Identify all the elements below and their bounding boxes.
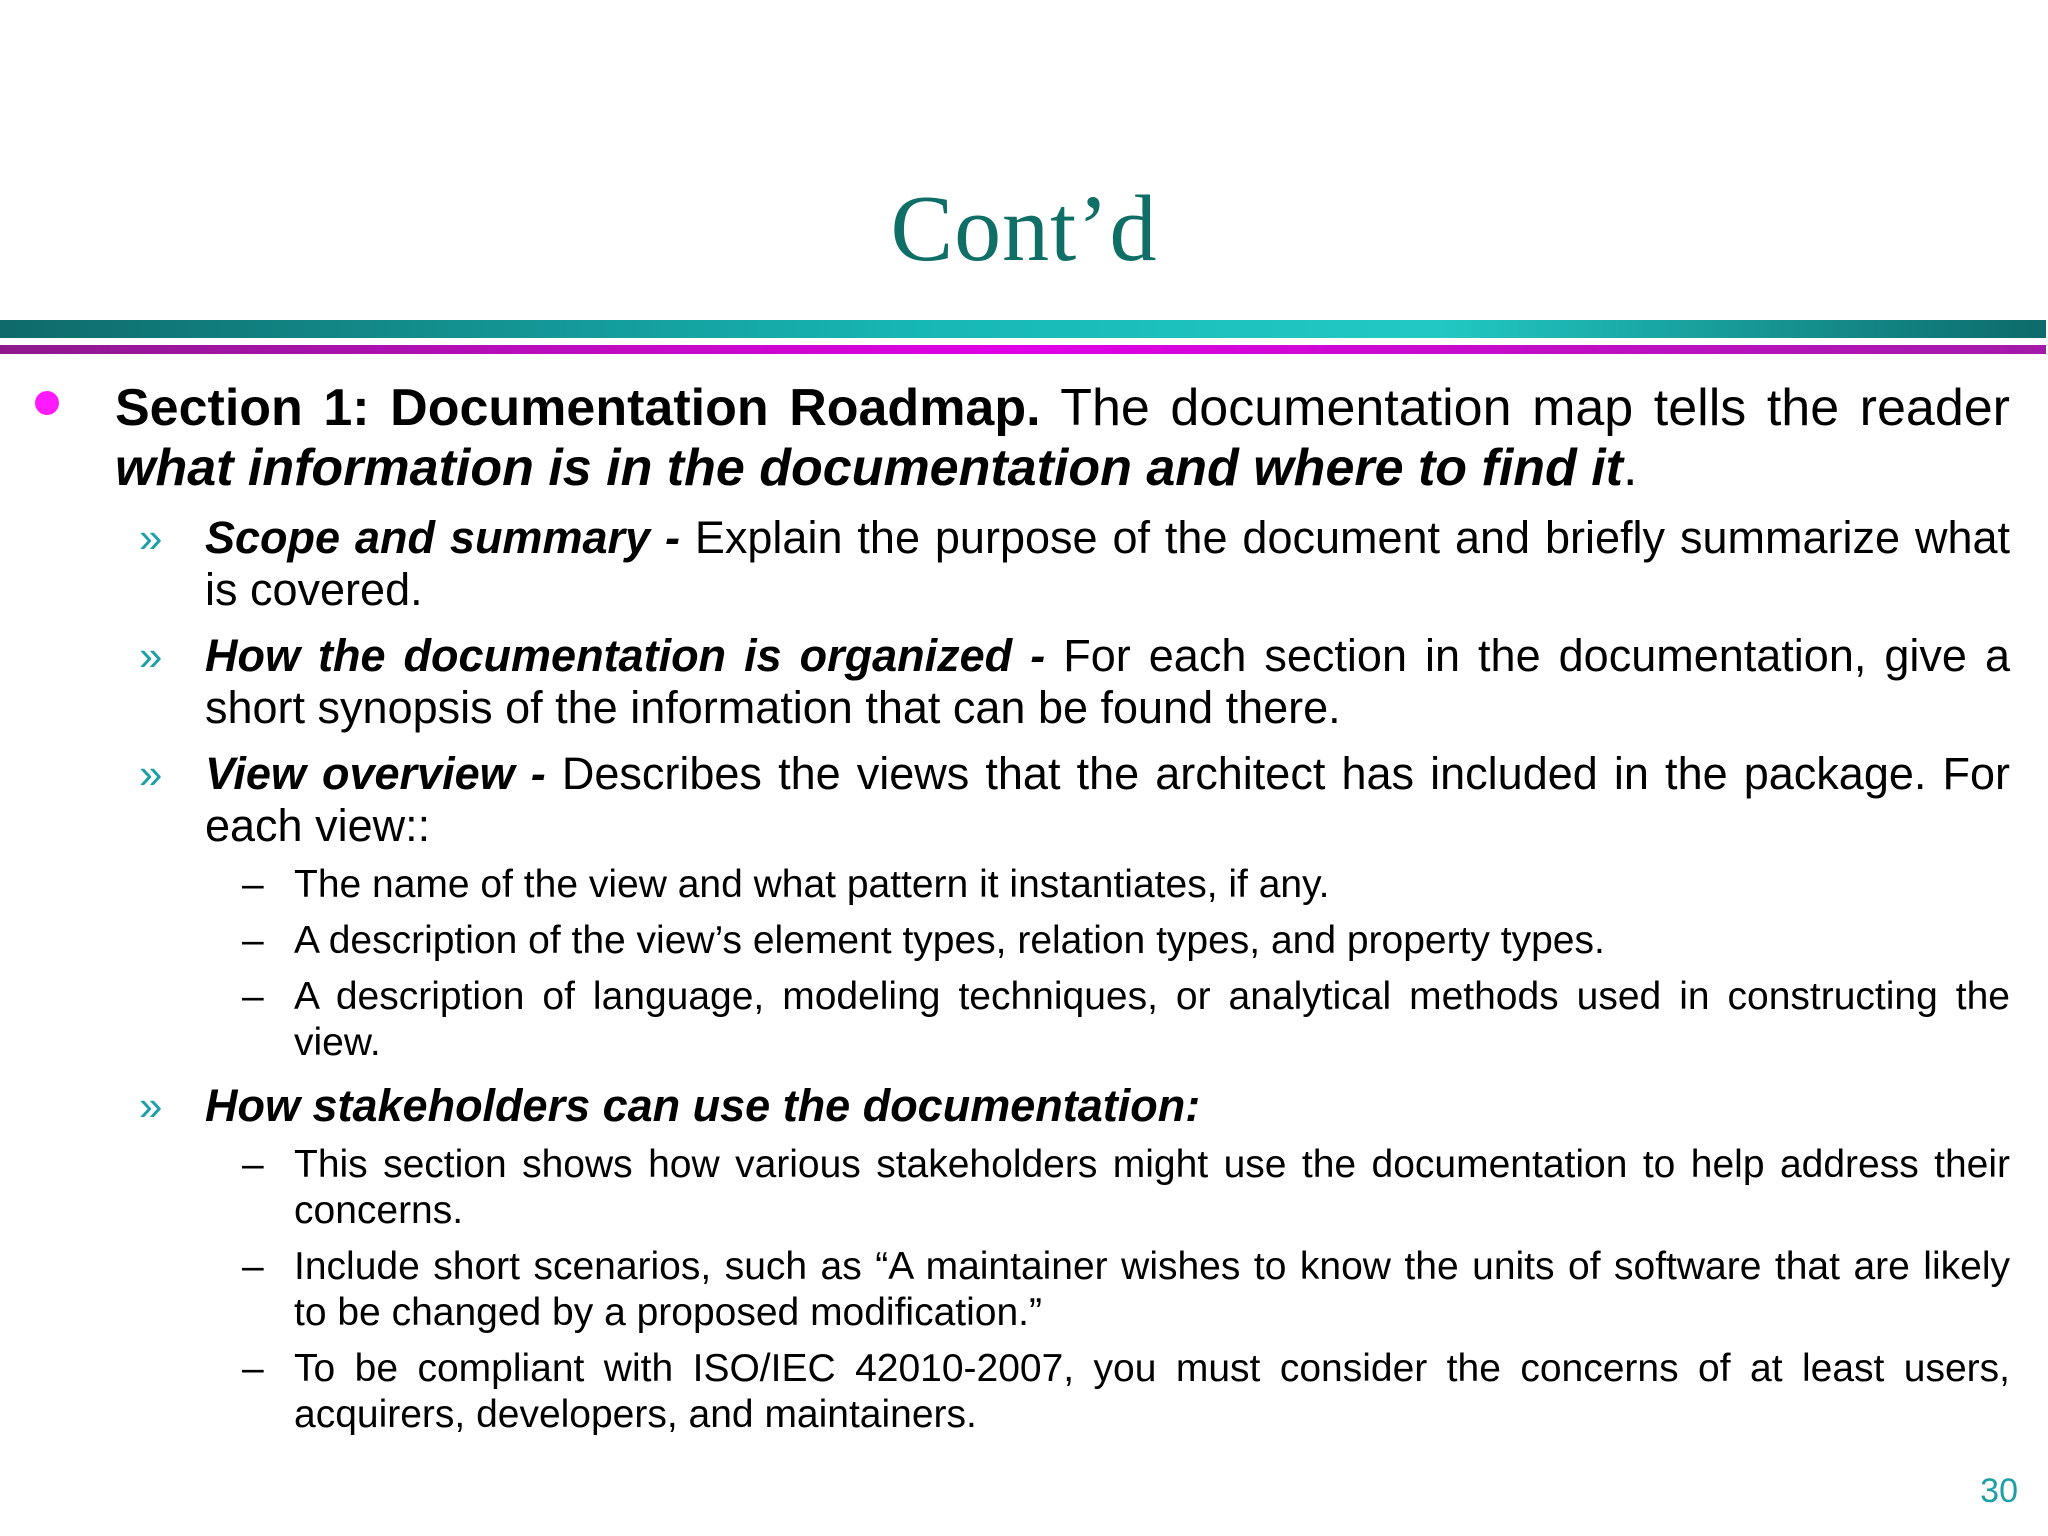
- list-item: [242, 1244, 2010, 1336]
- main-bullet: [115, 378, 2010, 498]
- list-item: [242, 1142, 2010, 1234]
- page-number: 30: [1980, 1472, 2018, 1510]
- bullet-dot-icon: [35, 391, 59, 415]
- sub-bullet-scope: [139, 512, 2010, 616]
- list-item-text: Include short scenarios, such as “A maintainer wishes to know the units of software that are likely to be changed by a proposed modification.”: [294, 1245, 2010, 1334]
- sub-bullet-lead: Scope and summary -: [205, 512, 695, 563]
- list-item-text: To be compliant with ISO/IEC 42010-2007, you must consider the concerns of at least users, acquirers, developers, and maintainers.: [294, 1347, 2010, 1436]
- chevron-marker-icon: »: [139, 750, 163, 797]
- title-divider-teal: [0, 320, 2046, 338]
- title-divider-magenta: [0, 345, 2046, 354]
- section-emphasis: what information is in the documentation and where to find it: [115, 439, 1623, 497]
- list-item-text: This section shows how various stakeholders might use the documentation to help address their concerns.: [294, 1143, 2010, 1232]
- sub-bullet-text: Describes the views that the architect has included in the package. For each view::: [205, 748, 2011, 851]
- dash-marker-icon: –: [242, 919, 264, 962]
- list-item: [242, 862, 2010, 908]
- sub-bullet-lead: View overview -: [205, 748, 562, 799]
- list-item-text: A description of the view’s element types, relation types, and property types.: [294, 919, 1605, 962]
- sub-bullet-text: For each section in the documentation, give a short synopsis of the information that can be found there.: [205, 630, 2011, 733]
- sub-bullet-lead: How the documentation is organized -: [205, 630, 1064, 681]
- dash-marker-icon: –: [242, 1143, 264, 1186]
- section-period: .: [1623, 439, 1638, 497]
- sub-bullet-stakeholders: [139, 1080, 2010, 1132]
- section-heading: Section 1: Documentation Roadmap.: [115, 379, 1041, 437]
- chevron-marker-icon: »: [139, 1082, 163, 1129]
- sub-bullet-lead: How stakeholders can use the documentation:: [205, 1080, 1201, 1131]
- dash-marker-icon: –: [242, 1245, 264, 1288]
- dash-marker-icon: –: [242, 863, 264, 906]
- list-item: [242, 974, 2010, 1066]
- section-text: The documentation map tells the reader: [1040, 379, 2010, 437]
- list-item-text: The name of the view and what pattern it instantiates, if any.: [294, 863, 1330, 906]
- sub-bullet-text: Explain the purpose of the document and briefly summarize what is covered.: [205, 512, 2010, 615]
- chevron-marker-icon: »: [139, 514, 163, 561]
- sub-bullet-view-overview: [139, 748, 2011, 852]
- list-item: [242, 918, 2010, 964]
- list-item: [242, 1346, 2010, 1438]
- sub-bullet-organization: [139, 630, 2011, 734]
- slide-title: Cont’d: [890, 177, 1158, 281]
- dash-marker-icon: –: [242, 975, 264, 1018]
- chevron-marker-icon: »: [139, 632, 163, 679]
- list-item-text: A description of language, modeling techniques, or analytical methods used in constructing the view.: [294, 975, 2010, 1064]
- dash-marker-icon: –: [242, 1347, 264, 1390]
- slide-content: [0, 378, 2048, 1438]
